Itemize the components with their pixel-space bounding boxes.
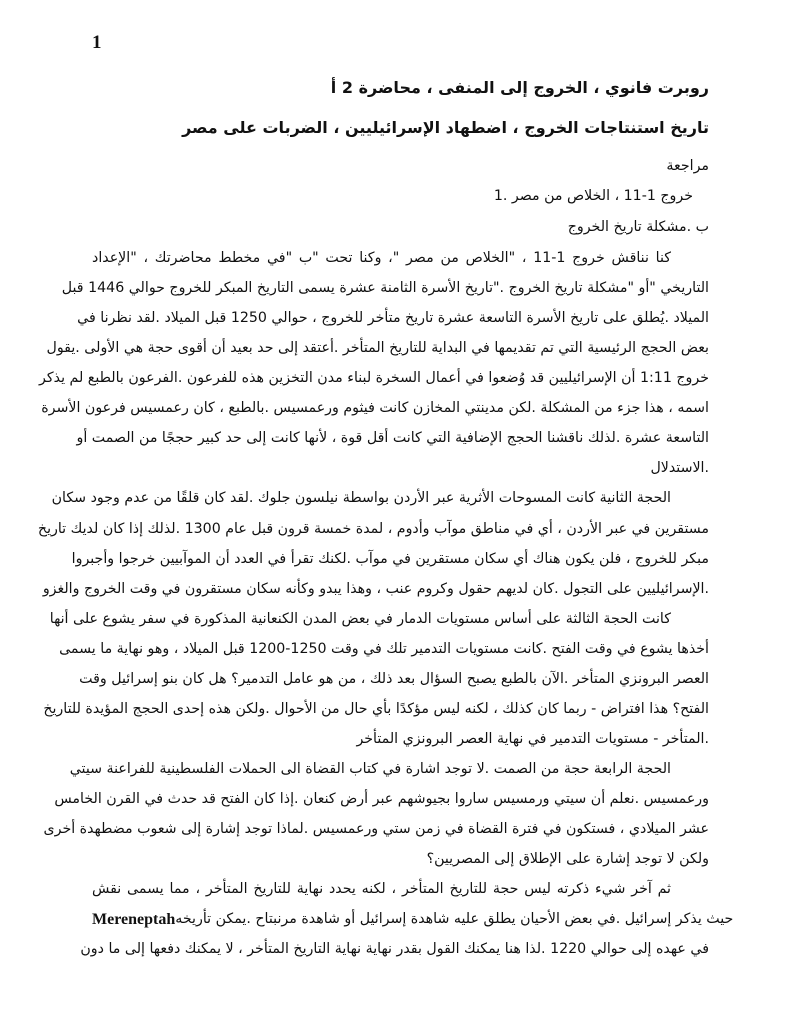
paragraph-line: ولكن لا توجد إشارة على الإطلاق إلى المصريين؟ [426,851,709,867]
paragraph-line: عشر الميلادي ، فستكون في فترة القضاة في زمن ستي ورعمسيس .لماذا توجد إشارة إلى شعوب مضطهدة أخرى [43,821,709,837]
lecture-subtitle: تاريخ استنتاجات الخروج ، اضطهاد الإسرائيليين ، الضربات على مصر [182,118,709,137]
paragraph-line: اسمه ، هذا جزء من المشكلة .لكن مدينتي المخازن كانت فيثوم ورعمسيس .بالطبع ، كان رعمسيس فرعون الأسرة [41,400,709,416]
section-heading: ب .مشكلة تاريخ الخروج [567,219,709,235]
paragraph-line-mixed [92,911,734,929]
paragraph-line: الحجة الرابعة حجة من الصمت .لا توجد اشارة في كتاب القضاة الى الحملات الفلسطينية للفراعنة سيتي [69,761,671,777]
paragraph-line: العصر البرونزي المتأخر .الآن بالطبع يصبح السؤال بعد ذلك ، من هو عامل التدمير؟ هل كان بنو إسرائيل وقت [79,671,709,687]
paragraph-line: كانت الحجة الثالثة على أساس مستويات الدمار في بعض المدن الكنعانية المذكورة في سفر يشوع على أنها [49,611,671,627]
paragraph-line: ورعمسيس .نعلم أن سيتي ورمسيس ساروا بجيوشهم عبر أرض كنعان .إذا كان الفتح قد حدث في القرن الخامس [54,791,709,807]
paragraph-line: بعض الحجج الرئيسية التي تم تقديمها في البداية للتاريخ المتأخر .أعتقد إلى حد بعيد أن أقوى حجة هي الأولى .يقول [46,340,709,356]
paragraph-line: مبكر للخروج ، فلن يكون هناك أي سكان مستقرين في موآب .لكنك تقرأ في العدد أن الموآبيين خرجوا وأجبروا [71,551,709,567]
paragraph-line: .المتأخر - مستويات التدمير في نهاية العصر البرونزي المتأخر [356,731,709,747]
page-number: 1 [92,32,102,53]
review-item: خروج 1-11 ، الخلاص من مصر .1 [493,188,693,204]
paragraph-line: أخذها يشوع في وقت الفتح .كانت مستويات التدمير تلك في وقت 1250-1200 قبل الميلاد ، وهو نهاية ما يسمى [59,641,709,657]
paragraph-line: الحجة الثانية كانت المسوحات الأثرية عبر الأردن بواسطة نيلسون جلوك .لقد كان قلقًا من عدم وجود سكان [51,490,671,506]
paragraph-line: في عهده إلى حوالي 1220 .لذا هنا يمكنك القول بقدر نهاية نهاية التاريخ المتأخر ، لا يمكنك دفعها إلى ما دون [80,941,709,957]
pharaoh-name: Mereneptah [92,911,176,928]
paragraph-line: .الإسرائيليين على التجول .كان لديهم حقول وكروم عنب ، وهذا يبدو وكأنه سكان مستقرون في وقت الخروج والغزو [42,581,709,597]
paragraph-line: مستقرين في عبر الأردن ، أي في مناطق موآب وأدوم ، لمدة خمسة قرون قبل عام 1300 .لذلك إذا كان لديك تاريخ [37,521,709,537]
paragraph-line: خروج 1:11 أن الإسرائيليين قد وُضعوا في أعمال السخرة لبناء مدن التخزين هذه للفرعون .الفرعون بالطبع لم يذكر [39,370,709,386]
paragraph-line: الميلاد .يُطلق على تاريخ الأسرة التاسعة عشرة تاريخ متأخر للخروج ، حوالي 1250 قبل الميلاد .لقد نظرنا في [77,310,709,326]
paragraph-line: الفتح؟ هذا افتراض - ربما كان كذلك ، لكنه ليس مؤكدًا بأي حال من الأحوال .ولكن هذه إحدى الحجج المؤيدة للتاريخ [43,701,709,717]
paragraph-line: التاسعة عشرة .لذلك ناقشنا الحجج الإضافية التي كانت أقل قوة ، لأنها كانت إلى حد كبير حججًا من الصمت أو [76,430,709,446]
paragraph-line: ثم آخر شيء ذكرته ليس حجة للتاريخ المتأخر ، لكنه يحدد نهاية للتاريخ المتأخر ، مما يسمى نقش [92,881,671,897]
paragraph-line: التاريخي "أو "مشكلة تاريخ الخروج ."تاريخ الأسرة الثامنة عشرة يسمى التاريخ المبكر للخروج حوالي 1446 قبل [61,280,709,296]
review-label: مراجعة [666,158,709,174]
lecture-title: روبرت فانوي ، الخروج إلى المنفى ، محاضرة 2 أ [330,78,709,97]
paragraph-line-text: حيث يذكر إسرائيل .في بعض الأحيان يطلق عليه شاهدة إسرائيل أو شاهدة مرنبتاح .يمكن تأريخه [175,911,734,927]
paragraph-line: .الاستدلال [650,460,709,476]
paragraph-line: كنا نناقش خروج 1-11 ، "الخلاص من مصر "، وكنا تحت "ب "في مخطط محاضرتك ، "الإعداد [92,250,671,266]
